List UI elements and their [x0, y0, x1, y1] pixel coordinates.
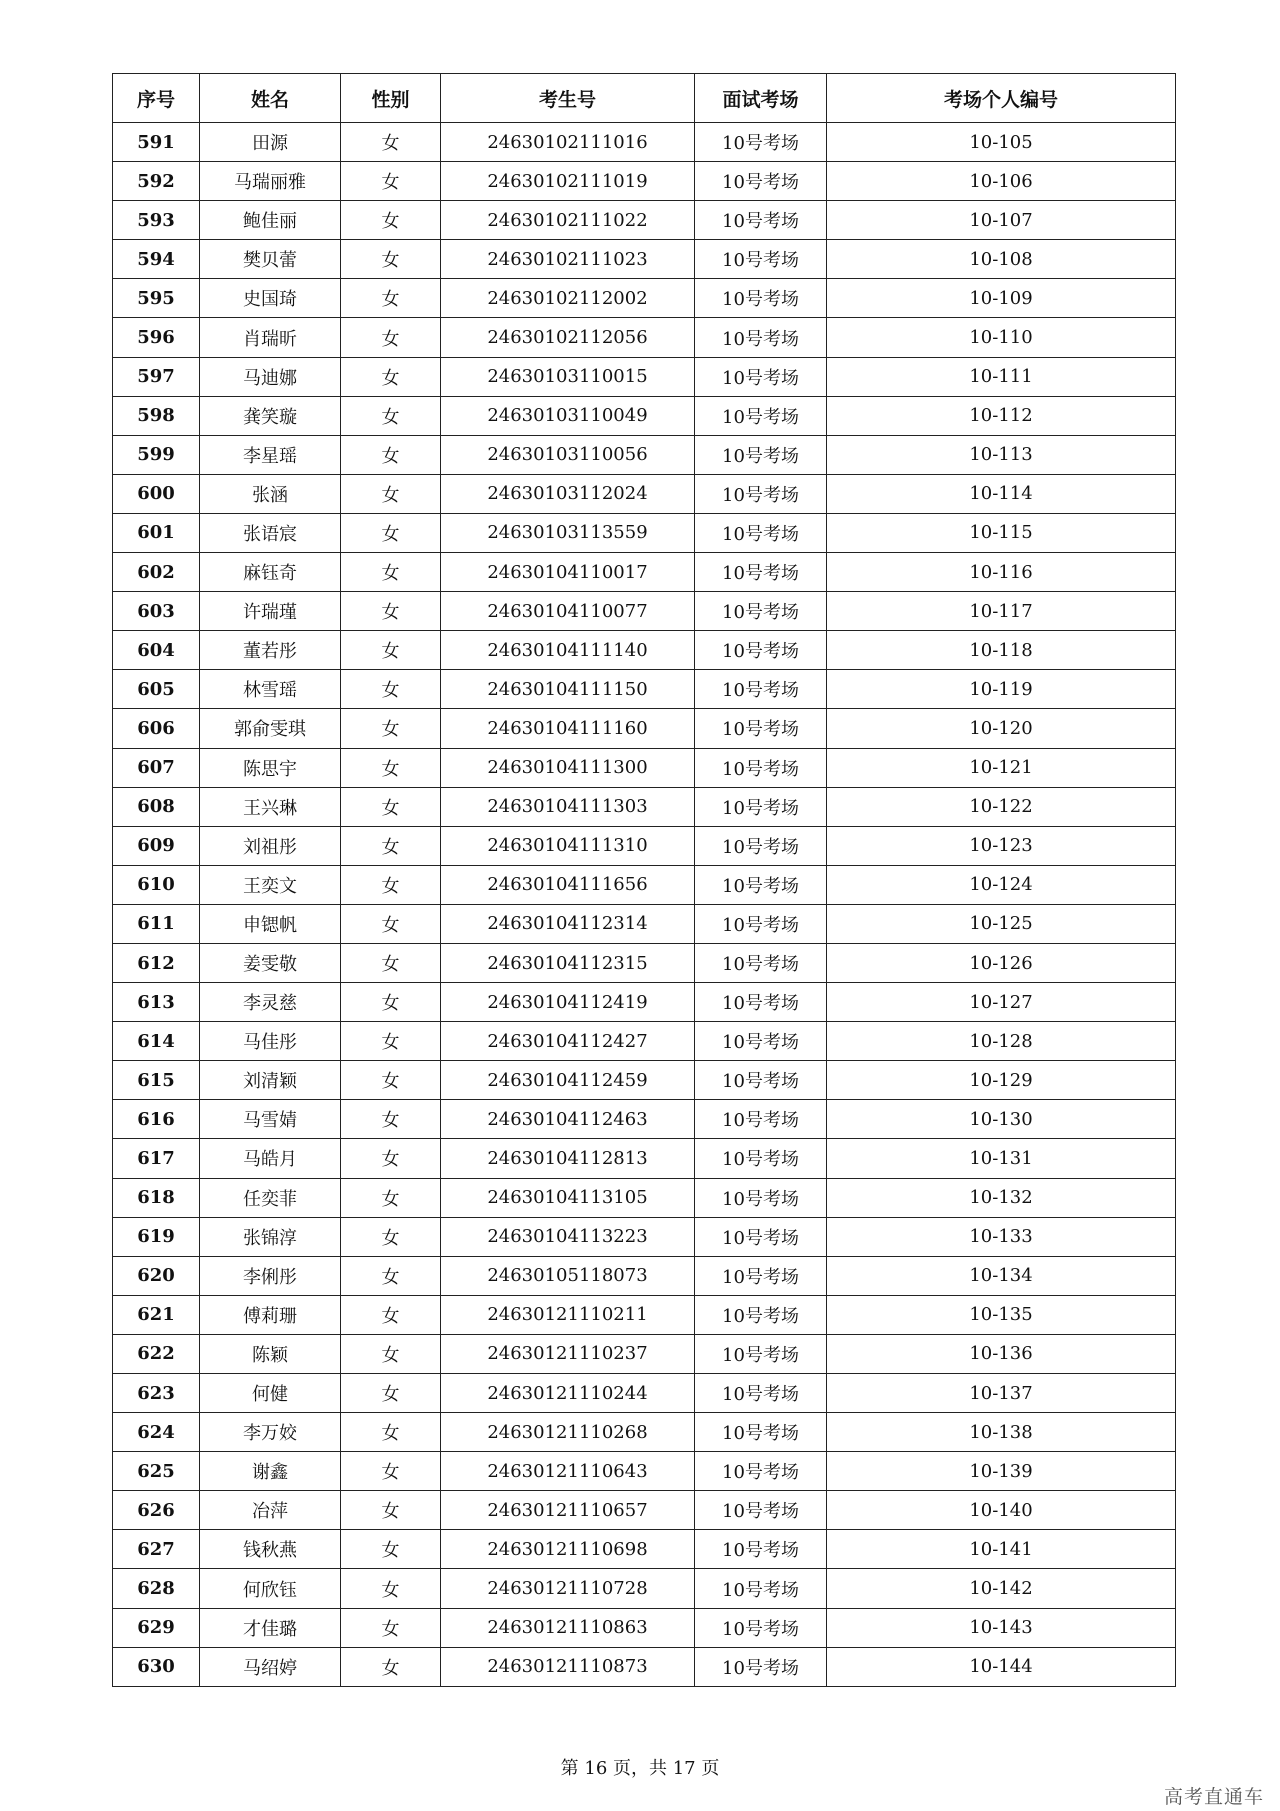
cell-name: 张锦淳 — [200, 1217, 341, 1256]
candidate-table — [112, 73, 1176, 1687]
cell-personal-number: 10-130 — [827, 1100, 1176, 1139]
cell-name: 马迪娜 — [200, 357, 341, 396]
table-row — [113, 1022, 1176, 1061]
cell-seq: 597 — [113, 357, 200, 396]
cell-personal-number: 10-112 — [827, 396, 1176, 435]
cell-candidate-number: 24630103110015 — [441, 357, 695, 396]
cell-candidate-number: 24630102112056 — [441, 318, 695, 357]
cell-candidate-number: 24630103110056 — [441, 435, 695, 474]
cell-gender: 女 — [341, 865, 441, 904]
cell-interview-room: 10号考场 — [695, 396, 827, 435]
header-candidate-number: 考生号 — [441, 74, 695, 123]
cell-personal-number: 10-127 — [827, 983, 1176, 1022]
cell-personal-number: 10-137 — [827, 1374, 1176, 1413]
table-row — [113, 983, 1176, 1022]
cell-name: 田源 — [200, 123, 341, 162]
cell-personal-number: 10-128 — [827, 1022, 1176, 1061]
cell-personal-number: 10-118 — [827, 631, 1176, 670]
cell-interview-room: 10号考场 — [695, 1647, 827, 1686]
cell-gender: 女 — [341, 396, 441, 435]
cell-interview-room: 10号考场 — [695, 279, 827, 318]
cell-seq: 621 — [113, 1295, 200, 1334]
header-name: 姓名 — [200, 74, 341, 123]
cell-candidate-number: 24630121110237 — [441, 1334, 695, 1373]
cell-seq: 606 — [113, 709, 200, 748]
cell-personal-number: 10-140 — [827, 1491, 1176, 1530]
cell-seq: 603 — [113, 592, 200, 631]
cell-interview-room: 10号考场 — [695, 1334, 827, 1373]
cell-seq: 616 — [113, 1100, 200, 1139]
cell-interview-room: 10号考场 — [695, 123, 827, 162]
cell-seq: 598 — [113, 396, 200, 435]
cell-seq: 604 — [113, 631, 200, 670]
cell-gender: 女 — [341, 709, 441, 748]
cell-gender: 女 — [341, 1217, 441, 1256]
cell-interview-room: 10号考场 — [695, 357, 827, 396]
cell-candidate-number: 24630104110077 — [441, 592, 695, 631]
cell-seq: 626 — [113, 1491, 200, 1530]
cell-seq: 596 — [113, 318, 200, 357]
cell-interview-room: 10号考场 — [695, 1374, 827, 1413]
cell-interview-room: 10号考场 — [695, 1100, 827, 1139]
cell-seq: 625 — [113, 1452, 200, 1491]
cell-seq: 592 — [113, 162, 200, 201]
cell-name: 马佳彤 — [200, 1022, 341, 1061]
cell-interview-room: 10号考场 — [695, 162, 827, 201]
table-header — [113, 74, 1176, 123]
table-row — [113, 1178, 1176, 1217]
cell-interview-room: 10号考场 — [695, 1452, 827, 1491]
table-row — [113, 318, 1176, 357]
cell-personal-number: 10-121 — [827, 748, 1176, 787]
cell-name: 李灵慈 — [200, 983, 341, 1022]
table-row — [113, 1256, 1176, 1295]
cell-interview-room: 10号考场 — [695, 201, 827, 240]
cell-personal-number: 10-139 — [827, 1452, 1176, 1491]
cell-personal-number: 10-111 — [827, 357, 1176, 396]
cell-interview-room: 10号考场 — [695, 1022, 827, 1061]
table-row — [113, 201, 1176, 240]
cell-gender: 女 — [341, 631, 441, 670]
cell-personal-number: 10-117 — [827, 592, 1176, 631]
cell-name: 钱秋燕 — [200, 1530, 341, 1569]
cell-name: 刘清颖 — [200, 1061, 341, 1100]
table-row — [113, 1530, 1176, 1569]
cell-gender: 女 — [341, 787, 441, 826]
cell-interview-room: 10号考场 — [695, 983, 827, 1022]
cell-candidate-number: 24630104111140 — [441, 631, 695, 670]
cell-interview-room: 10号考场 — [695, 1530, 827, 1569]
cell-interview-room: 10号考场 — [695, 709, 827, 748]
cell-seq: 609 — [113, 826, 200, 865]
cell-candidate-number: 24630104113223 — [441, 1217, 695, 1256]
cell-seq: 617 — [113, 1139, 200, 1178]
cell-candidate-number: 24630121110873 — [441, 1647, 695, 1686]
table-row — [113, 748, 1176, 787]
cell-interview-room: 10号考场 — [695, 904, 827, 943]
table-row — [113, 592, 1176, 631]
cell-gender: 女 — [341, 1530, 441, 1569]
header-gender: 性别 — [341, 74, 441, 123]
cell-seq: 618 — [113, 1178, 200, 1217]
header-personal-number: 考场个人编号 — [827, 74, 1176, 123]
cell-interview-room: 10号考场 — [695, 670, 827, 709]
cell-name: 陈颖 — [200, 1334, 341, 1373]
cell-name: 史国琦 — [200, 279, 341, 318]
cell-candidate-number: 24630104110017 — [441, 553, 695, 592]
table-row — [113, 123, 1176, 162]
cell-gender: 女 — [341, 1295, 441, 1334]
cell-name: 冶萍 — [200, 1491, 341, 1530]
cell-personal-number: 10-144 — [827, 1647, 1176, 1686]
table-row — [113, 1295, 1176, 1334]
cell-name: 龚笑璇 — [200, 396, 341, 435]
table-row — [113, 826, 1176, 865]
cell-name: 王兴琳 — [200, 787, 341, 826]
cell-interview-room: 10号考场 — [695, 474, 827, 513]
cell-name: 姜雯敬 — [200, 943, 341, 982]
table-row — [113, 1569, 1176, 1608]
cell-candidate-number: 24630121110728 — [441, 1569, 695, 1608]
cell-personal-number: 10-141 — [827, 1530, 1176, 1569]
cell-candidate-number: 24630104111303 — [441, 787, 695, 826]
cell-seq: 594 — [113, 240, 200, 279]
cell-seq: 607 — [113, 748, 200, 787]
cell-gender: 女 — [341, 357, 441, 396]
cell-seq: 613 — [113, 983, 200, 1022]
table-row — [113, 865, 1176, 904]
cell-gender: 女 — [341, 318, 441, 357]
cell-personal-number: 10-105 — [827, 123, 1176, 162]
cell-candidate-number: 24630104112419 — [441, 983, 695, 1022]
cell-gender: 女 — [341, 1334, 441, 1373]
header-row — [113, 74, 1176, 123]
cell-name: 许瑞瑾 — [200, 592, 341, 631]
cell-seq: 593 — [113, 201, 200, 240]
table-row — [113, 1334, 1176, 1373]
cell-interview-room: 10号考场 — [695, 826, 827, 865]
table-row — [113, 279, 1176, 318]
cell-gender: 女 — [341, 670, 441, 709]
cell-seq: 608 — [113, 787, 200, 826]
cell-candidate-number: 24630121110657 — [441, 1491, 695, 1530]
cell-name: 李万姣 — [200, 1413, 341, 1452]
cell-name: 张涵 — [200, 474, 341, 513]
cell-name: 才佳璐 — [200, 1608, 341, 1647]
cell-personal-number: 10-108 — [827, 240, 1176, 279]
cell-name: 李星瑶 — [200, 435, 341, 474]
cell-candidate-number: 24630104111300 — [441, 748, 695, 787]
table-row — [113, 1217, 1176, 1256]
cell-gender: 女 — [341, 1413, 441, 1452]
cell-name: 何欣钰 — [200, 1569, 341, 1608]
cell-gender: 女 — [341, 513, 441, 552]
cell-interview-room: 10号考场 — [695, 1256, 827, 1295]
table-row — [113, 396, 1176, 435]
cell-seq: 614 — [113, 1022, 200, 1061]
cell-personal-number: 10-143 — [827, 1608, 1176, 1647]
cell-seq: 591 — [113, 123, 200, 162]
cell-seq: 622 — [113, 1334, 200, 1373]
cell-name: 刘祖彤 — [200, 826, 341, 865]
table-row — [113, 631, 1176, 670]
cell-gender: 女 — [341, 162, 441, 201]
cell-interview-room: 10号考场 — [695, 1413, 827, 1452]
cell-candidate-number: 24630104112463 — [441, 1100, 695, 1139]
cell-candidate-number: 24630121110698 — [441, 1530, 695, 1569]
cell-name: 马皓月 — [200, 1139, 341, 1178]
cell-interview-room: 10号考场 — [695, 1178, 827, 1217]
cell-personal-number: 10-129 — [827, 1061, 1176, 1100]
cell-name: 李俐彤 — [200, 1256, 341, 1295]
cell-name: 张语宸 — [200, 513, 341, 552]
table-row — [113, 513, 1176, 552]
cell-candidate-number: 24630102111022 — [441, 201, 695, 240]
cell-candidate-number: 24630105118073 — [441, 1256, 695, 1295]
cell-personal-number: 10-132 — [827, 1178, 1176, 1217]
cell-candidate-number: 24630104113105 — [441, 1178, 695, 1217]
cell-candidate-number: 24630104112315 — [441, 943, 695, 982]
cell-personal-number: 10-107 — [827, 201, 1176, 240]
cell-gender: 女 — [341, 983, 441, 1022]
cell-seq: 595 — [113, 279, 200, 318]
cell-interview-room: 10号考场 — [695, 943, 827, 982]
cell-interview-room: 10号考场 — [695, 318, 827, 357]
cell-interview-room: 10号考场 — [695, 1491, 827, 1530]
cell-candidate-number: 24630102111019 — [441, 162, 695, 201]
cell-name: 马瑞丽雅 — [200, 162, 341, 201]
cell-candidate-number: 24630104112427 — [441, 1022, 695, 1061]
cell-gender: 女 — [341, 1178, 441, 1217]
cell-interview-room: 10号考场 — [695, 748, 827, 787]
table-row — [113, 474, 1176, 513]
cell-name: 马雪婧 — [200, 1100, 341, 1139]
cell-gender: 女 — [341, 748, 441, 787]
cell-gender: 女 — [341, 1022, 441, 1061]
table-row — [113, 1374, 1176, 1413]
cell-personal-number: 10-123 — [827, 826, 1176, 865]
watermark: 高考直通车 — [1163, 1786, 1264, 1808]
cell-personal-number: 10-133 — [827, 1217, 1176, 1256]
cell-gender: 女 — [341, 1647, 441, 1686]
cell-candidate-number: 24630102112002 — [441, 279, 695, 318]
cell-seq: 610 — [113, 865, 200, 904]
cell-candidate-number: 24630121110643 — [441, 1452, 695, 1491]
cell-personal-number: 10-138 — [827, 1413, 1176, 1452]
cell-name: 肖瑞昕 — [200, 318, 341, 357]
cell-personal-number: 10-131 — [827, 1139, 1176, 1178]
table-row — [113, 943, 1176, 982]
cell-personal-number: 10-114 — [827, 474, 1176, 513]
cell-gender: 女 — [341, 553, 441, 592]
cell-gender: 女 — [341, 1374, 441, 1413]
cell-seq: 599 — [113, 435, 200, 474]
cell-name: 林雪瑶 — [200, 670, 341, 709]
cell-name: 陈思宇 — [200, 748, 341, 787]
cell-candidate-number: 24630103112024 — [441, 474, 695, 513]
table-row — [113, 670, 1176, 709]
cell-name: 樊贝蕾 — [200, 240, 341, 279]
cell-seq: 630 — [113, 1647, 200, 1686]
table-row — [113, 1608, 1176, 1647]
cell-name: 王奕文 — [200, 865, 341, 904]
cell-gender: 女 — [341, 1100, 441, 1139]
cell-name: 申锶帆 — [200, 904, 341, 943]
cell-gender: 女 — [341, 1569, 441, 1608]
cell-candidate-number: 24630104112459 — [441, 1061, 695, 1100]
cell-candidate-number: 24630102111016 — [441, 123, 695, 162]
cell-interview-room: 10号考场 — [695, 631, 827, 670]
cell-candidate-number: 24630121110268 — [441, 1413, 695, 1452]
cell-candidate-number: 24630121110244 — [441, 1374, 695, 1413]
cell-interview-room: 10号考场 — [695, 513, 827, 552]
cell-personal-number: 10-135 — [827, 1295, 1176, 1334]
table-row — [113, 1100, 1176, 1139]
cell-personal-number: 10-126 — [827, 943, 1176, 982]
cell-name: 何健 — [200, 1374, 341, 1413]
cell-candidate-number: 24630104111150 — [441, 670, 695, 709]
cell-personal-number: 10-106 — [827, 162, 1176, 201]
cell-seq: 615 — [113, 1061, 200, 1100]
cell-candidate-number: 24630102111023 — [441, 240, 695, 279]
page-number: 第 16 页，共 17 页 — [560, 1758, 720, 1779]
cell-interview-room: 10号考场 — [695, 1295, 827, 1334]
table-row — [113, 1647, 1176, 1686]
cell-interview-room: 10号考场 — [695, 787, 827, 826]
cell-personal-number: 10-142 — [827, 1569, 1176, 1608]
cell-name: 任奕菲 — [200, 1178, 341, 1217]
table-row — [113, 904, 1176, 943]
table-row — [113, 1491, 1176, 1530]
cell-gender: 女 — [341, 1139, 441, 1178]
cell-gender: 女 — [341, 904, 441, 943]
cell-personal-number: 10-136 — [827, 1334, 1176, 1373]
table-row — [113, 357, 1176, 396]
cell-gender: 女 — [341, 474, 441, 513]
cell-seq: 620 — [113, 1256, 200, 1295]
cell-gender: 女 — [341, 943, 441, 982]
cell-interview-room: 10号考场 — [695, 1569, 827, 1608]
cell-interview-room: 10号考场 — [695, 865, 827, 904]
cell-personal-number: 10-120 — [827, 709, 1176, 748]
cell-gender: 女 — [341, 123, 441, 162]
cell-personal-number: 10-134 — [827, 1256, 1176, 1295]
cell-seq: 627 — [113, 1530, 200, 1569]
cell-name: 麻钰奇 — [200, 553, 341, 592]
cell-gender: 女 — [341, 1256, 441, 1295]
cell-personal-number: 10-110 — [827, 318, 1176, 357]
cell-seq: 605 — [113, 670, 200, 709]
cell-name: 鲍佳丽 — [200, 201, 341, 240]
table-row — [113, 1139, 1176, 1178]
cell-candidate-number: 24630104112813 — [441, 1139, 695, 1178]
cell-seq: 601 — [113, 513, 200, 552]
cell-gender: 女 — [341, 201, 441, 240]
cell-name: 傅莉珊 — [200, 1295, 341, 1334]
cell-candidate-number: 24630103113559 — [441, 513, 695, 552]
cell-candidate-number: 24630121110211 — [441, 1295, 695, 1334]
cell-interview-room: 10号考场 — [695, 1217, 827, 1256]
table-row — [113, 1452, 1176, 1491]
table-row — [113, 435, 1176, 474]
table-row — [113, 162, 1176, 201]
cell-seq: 629 — [113, 1608, 200, 1647]
cell-interview-room: 10号考场 — [695, 1608, 827, 1647]
cell-gender: 女 — [341, 435, 441, 474]
table-row — [113, 709, 1176, 748]
cell-personal-number: 10-122 — [827, 787, 1176, 826]
cell-personal-number: 10-119 — [827, 670, 1176, 709]
cell-interview-room: 10号考场 — [695, 435, 827, 474]
cell-personal-number: 10-109 — [827, 279, 1176, 318]
cell-interview-room: 10号考场 — [695, 592, 827, 631]
cell-name: 马绍婷 — [200, 1647, 341, 1686]
cell-gender: 女 — [341, 240, 441, 279]
cell-personal-number: 10-124 — [827, 865, 1176, 904]
table-row — [113, 240, 1176, 279]
cell-gender: 女 — [341, 1452, 441, 1491]
cell-personal-number: 10-116 — [827, 553, 1176, 592]
cell-personal-number: 10-125 — [827, 904, 1176, 943]
cell-seq: 619 — [113, 1217, 200, 1256]
cell-gender: 女 — [341, 1491, 441, 1530]
table-row — [113, 1413, 1176, 1452]
cell-gender: 女 — [341, 826, 441, 865]
cell-seq: 628 — [113, 1569, 200, 1608]
cell-candidate-number: 24630104111656 — [441, 865, 695, 904]
table-row — [113, 553, 1176, 592]
header-interview-room: 面试考场 — [695, 74, 827, 123]
cell-personal-number: 10-113 — [827, 435, 1176, 474]
cell-seq: 611 — [113, 904, 200, 943]
cell-seq: 602 — [113, 553, 200, 592]
cell-name: 谢鑫 — [200, 1452, 341, 1491]
cell-personal-number: 10-115 — [827, 513, 1176, 552]
cell-name: 董若彤 — [200, 631, 341, 670]
cell-gender: 女 — [341, 1608, 441, 1647]
cell-candidate-number: 24630104111160 — [441, 709, 695, 748]
cell-candidate-number: 24630104111310 — [441, 826, 695, 865]
cell-candidate-number: 24630104112314 — [441, 904, 695, 943]
table-row — [113, 787, 1176, 826]
cell-seq: 624 — [113, 1413, 200, 1452]
cell-interview-room: 10号考场 — [695, 1139, 827, 1178]
header-seq: 序号 — [113, 74, 200, 123]
cell-candidate-number: 24630121110863 — [441, 1608, 695, 1647]
cell-gender: 女 — [341, 592, 441, 631]
cell-gender: 女 — [341, 1061, 441, 1100]
cell-name: 郭俞雯琪 — [200, 709, 341, 748]
cell-interview-room: 10号考场 — [695, 1061, 827, 1100]
cell-seq: 600 — [113, 474, 200, 513]
cell-candidate-number: 24630103110049 — [441, 396, 695, 435]
cell-interview-room: 10号考场 — [695, 240, 827, 279]
cell-gender: 女 — [341, 279, 441, 318]
cell-seq: 612 — [113, 943, 200, 982]
table-body — [113, 123, 1176, 1687]
table-row — [113, 1061, 1176, 1100]
cell-seq: 623 — [113, 1374, 200, 1413]
cell-interview-room: 10号考场 — [695, 553, 827, 592]
